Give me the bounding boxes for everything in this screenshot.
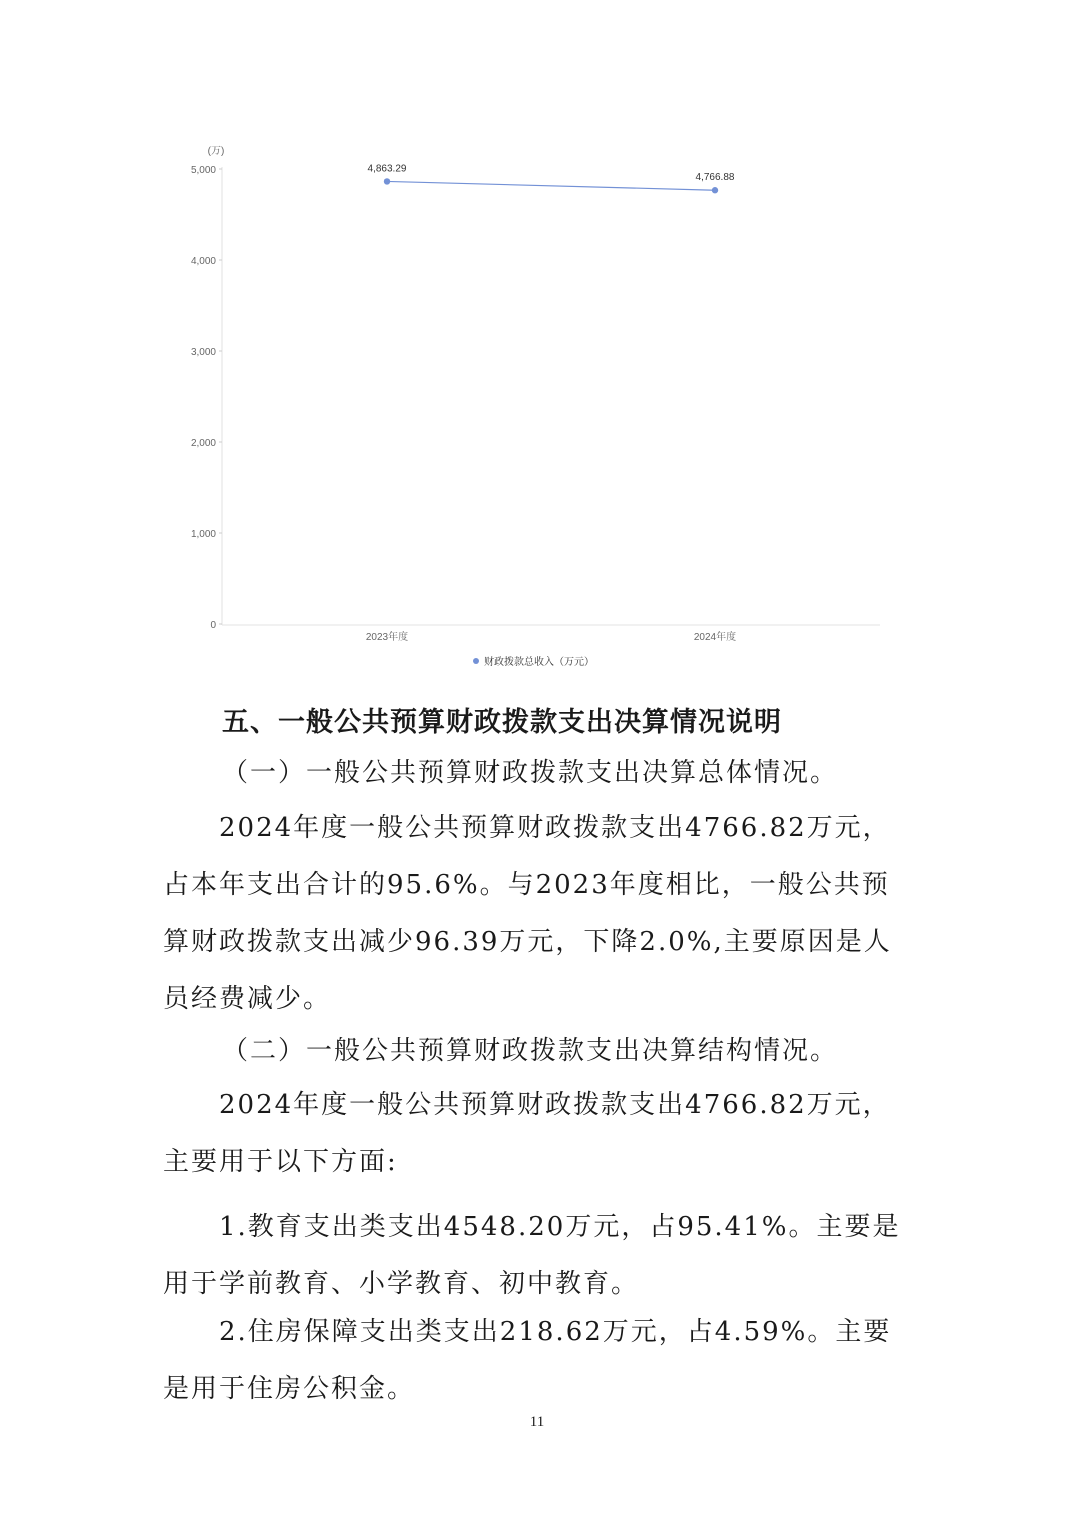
y-tick-label: 5,000	[190, 165, 216, 176]
list-item-housing: 2.住房保障支出类支出218.62万元，占4.59%。主要是用于住房公积金。	[163, 1317, 892, 1404]
x-tick-label: 2024年度	[693, 632, 737, 643]
series-line	[387, 181, 715, 190]
x-axis-ticks	[366, 630, 736, 643]
page-number: 11	[529, 1414, 545, 1430]
legend-label: 财政拨款总收入（万元）	[484, 657, 594, 668]
section-heading: 五、一般公共预算财政拨款支出决算情况说明	[222, 707, 782, 738]
list-item-education: 1.教育支出类支出4548.20万元，占95.41%。主要是用于学前教育、小学教育、初中教育。	[163, 1212, 901, 1299]
y-axis-ticks	[191, 165, 222, 631]
series-group	[368, 163, 735, 193]
y-tick-label: 4,000	[190, 256, 216, 267]
data-label: 4,766.88	[695, 172, 735, 184]
legend-marker	[473, 658, 479, 664]
data-point	[384, 178, 390, 184]
subsection-2-title: （二）一般公共预算财政拨款支出决算结构情况。	[222, 1036, 839, 1066]
legend	[473, 655, 594, 668]
data-label: 4,863.29	[367, 163, 407, 175]
paragraph-structure: 2024年度一般公共预算财政拨款支出4766.82万元，主要用于以下方面:	[163, 1090, 891, 1177]
y-tick-label: 2,000	[190, 438, 216, 449]
data-point	[712, 187, 718, 193]
y-tick-label: 1,000	[190, 529, 216, 540]
subsection-1-title: （一）一般公共预算财政拨款支出决算总体情况。	[222, 758, 839, 788]
y-unit-label: (万)	[207, 146, 225, 157]
y-tick-label: 3,000	[190, 347, 216, 358]
line-chart	[0, 0, 1074, 690]
y-tick-label: 0	[210, 620, 216, 631]
paragraph-overall: 2024年度一般公共预算财政拨款支出4766.82万元，占本年支出合计的95.6%。与2023年度相比，一般公共预算财政拨款支出减少96.39万元，下降2.0%,主要原因是人员经费减少。	[163, 813, 892, 1014]
x-tick-label: 2023年度	[365, 632, 409, 643]
